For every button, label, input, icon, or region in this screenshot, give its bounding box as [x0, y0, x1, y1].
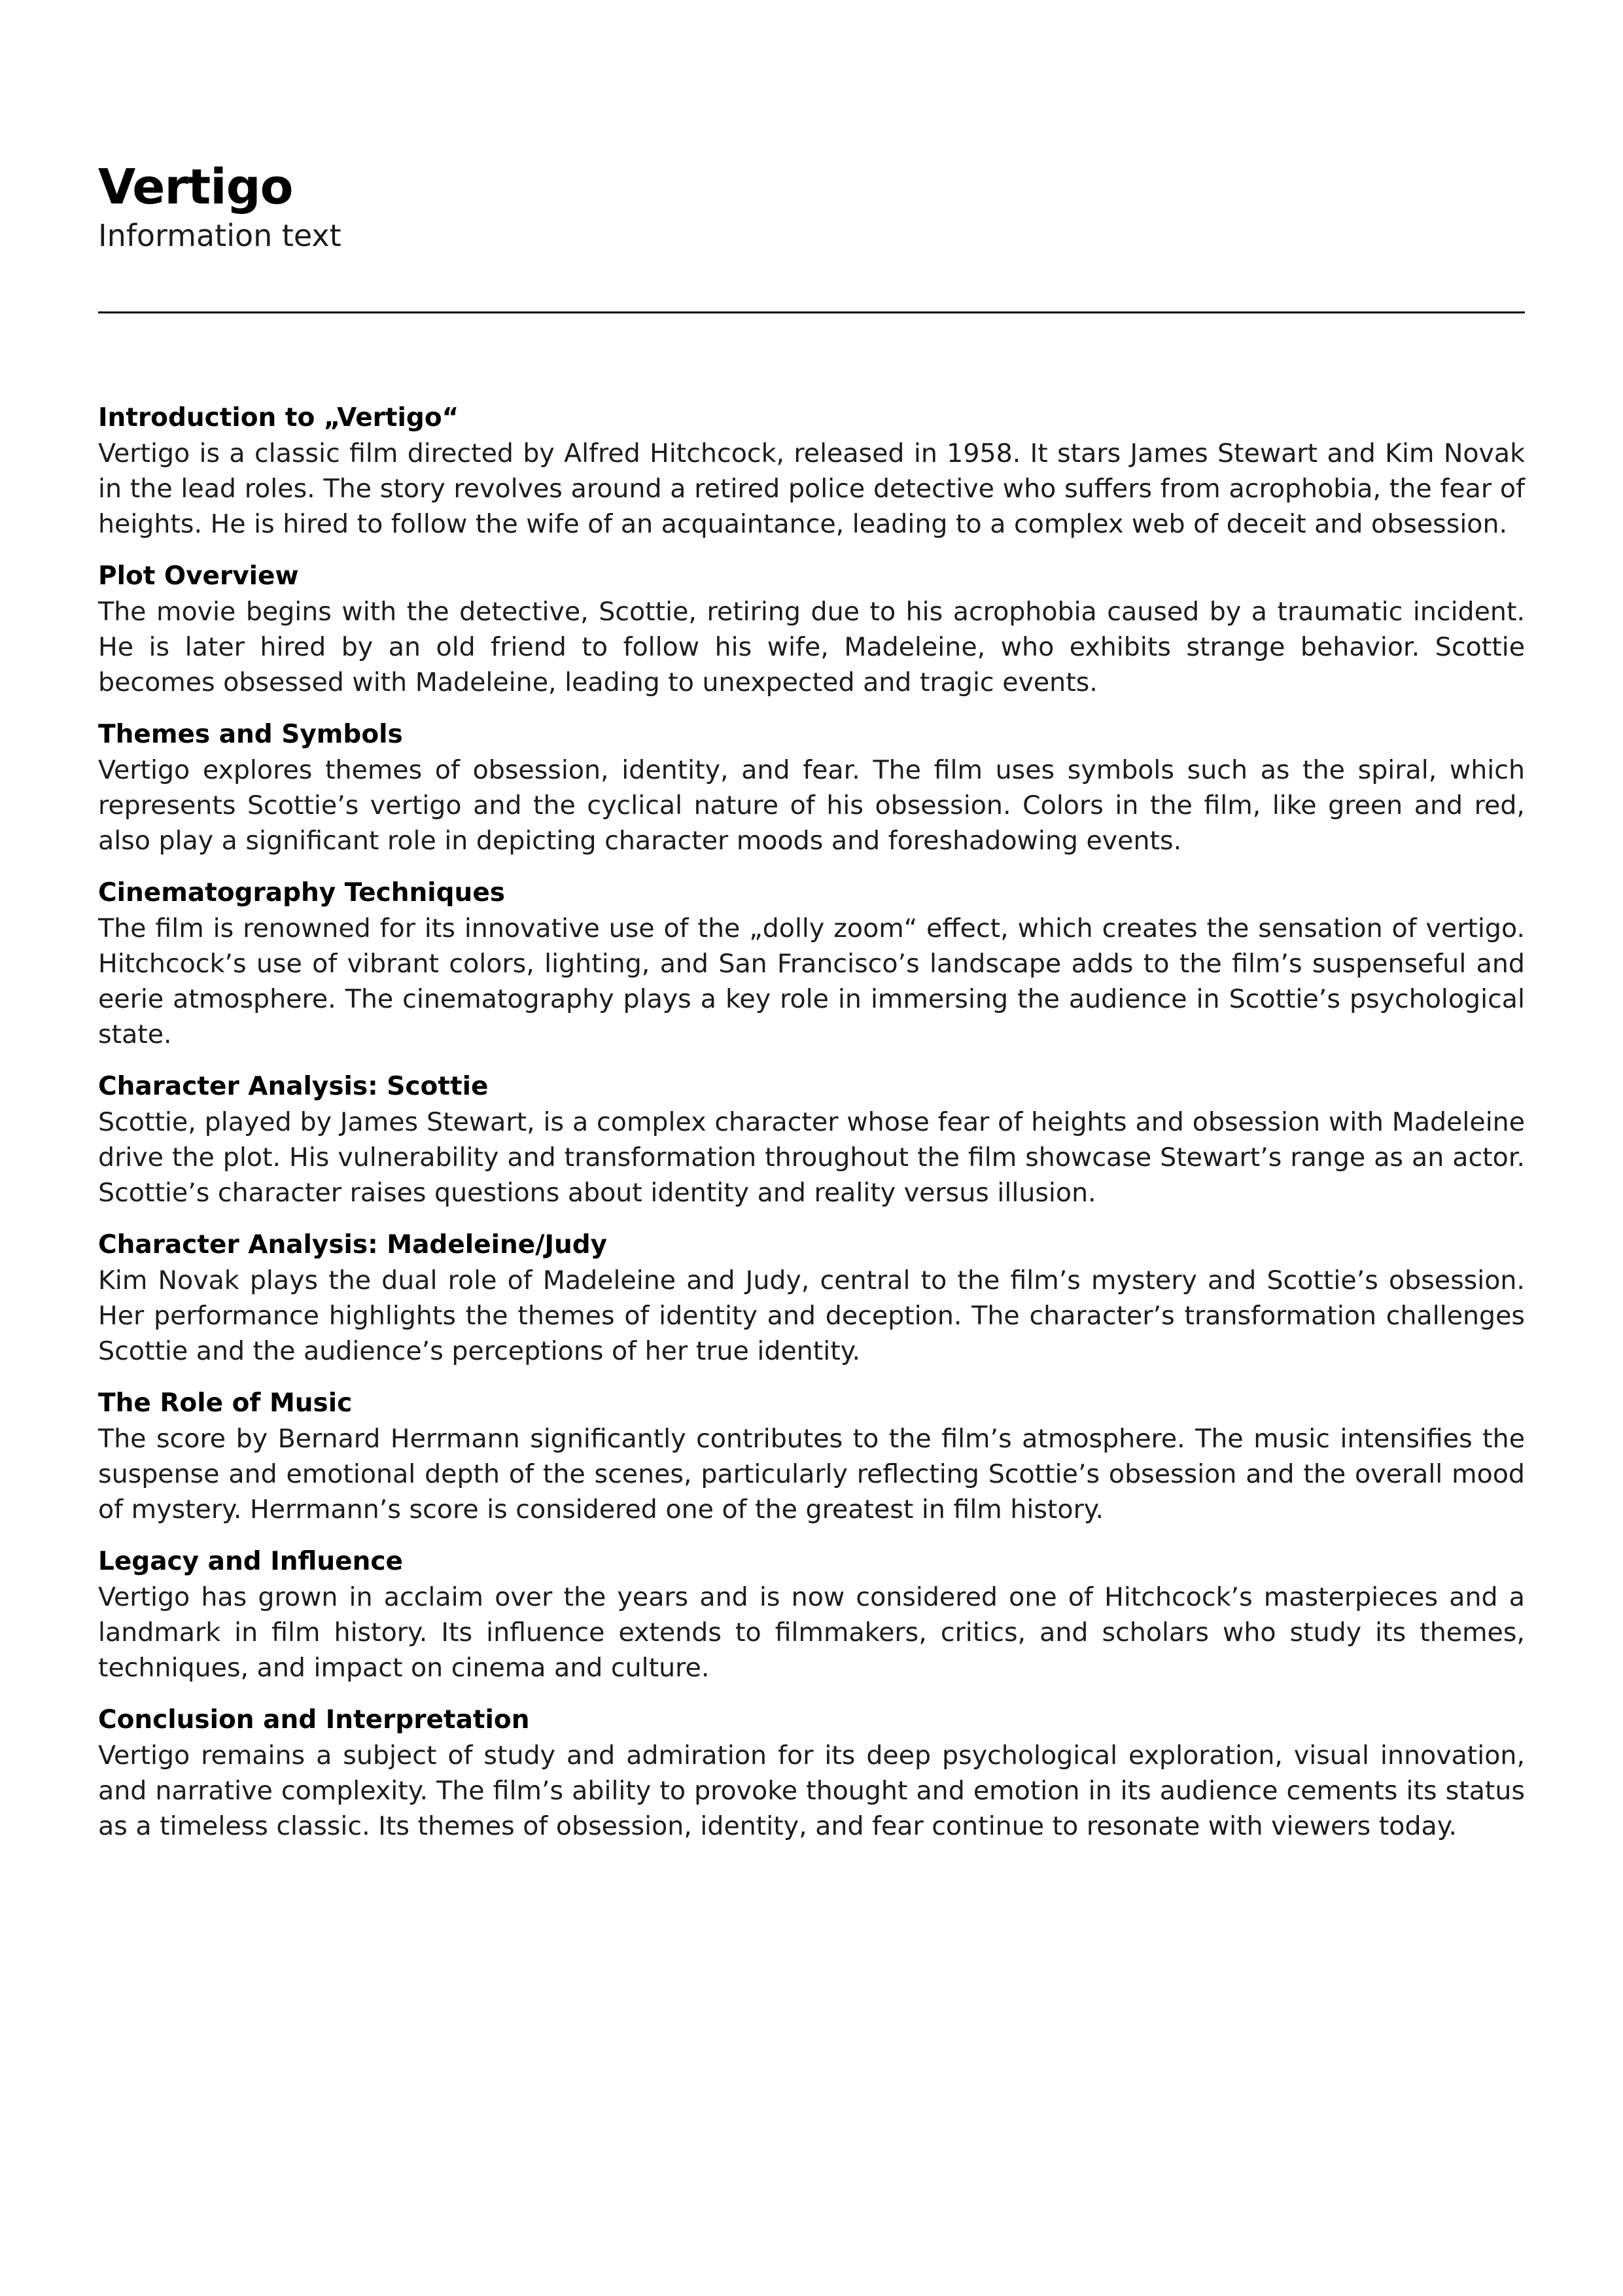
document-subtitle: Information text [98, 218, 341, 253]
section-heading: Character Analysis: Madeleine/Judy [98, 1230, 608, 1260]
section-themes-and-symbols [98, 717, 1525, 858]
section-heading: Character Analysis: Scottie [98, 1072, 489, 1101]
document-content [98, 400, 1525, 1861]
section-body: The score by Bernard Herrmann significantly contributes to the film’s atmosphere. The music intensifies the suspense and emotional depth of the scenes, particularly reflecting Scottie’s obsession and the overall mood of mystery. Herrmann’s score is considered one of the greatest in film history. [98, 1424, 1525, 1525]
section-heading: The Role of Music [98, 1388, 353, 1418]
section-heading: Conclusion and Interpretation [98, 1705, 530, 1735]
section-body: The film is renowned for its innovative use of the „dolly zoom“ effect, which creates the sensation of vertigo. Hitchcock’s use of vibrant colors, lighting, and San Francisco’s landscape adds to the film’s suspenseful and eerie atmosphere. The cinematography plays a key role in immersing the audience in Scottie’s psychological state. [98, 913, 1525, 1050]
section-legacy-and-influence [98, 1544, 1525, 1686]
section-character-madeleine-judy [98, 1227, 1525, 1369]
header-divider [98, 311, 1525, 313]
section-cinematography [98, 875, 1525, 1052]
section-heading: Cinematography Techniques [98, 878, 505, 908]
section-character-scottie [98, 1069, 1525, 1210]
section-body: Vertigo has grown in acclaim over the years and is now considered one of Hitchcock’s masterpieces and a landmark in film history. Its influence extends to filmmakers, critics, and scholars who study its themes, techniques, and impact on cinema and culture. [98, 1582, 1525, 1683]
section-body: Kim Novak plays the dual role of Madeleine and Judy, central to the film’s mystery and Scottie’s obsession. Her performance highlights the themes of identity and deception. The character’s transformation challenges Scottie and the audience’s perceptions of her true identity. [98, 1265, 1525, 1366]
section-heading: Plot Overview [98, 561, 299, 591]
section-body: The movie begins with the detective, Scottie, retiring due to his acrophobia caused by a traumatic incident. He is later hired by an old friend to follow his wife, Madeleine, who exhibits strange behavior. Scottie becomes obsessed with Madeleine, leading to unexpected and tragic events. [98, 597, 1525, 698]
section-body: Vertigo remains a subject of study and admiration for its deep psychological exploration, visual innovation, and narrative complexity. The film’s ability to provoke thought and emotion in its audience cements its status as a timeless classic. Its themes of obsession, identity, and fear continue to resonate with viewers today. [98, 1740, 1525, 1841]
document-title: Vertigo [98, 159, 293, 215]
section-heading: Introduction to „Vertigo“ [98, 403, 459, 433]
section-role-of-music [98, 1386, 1525, 1527]
section-plot-overview [98, 559, 1525, 700]
section-heading: Themes and Symbols [98, 720, 403, 749]
section-body: Vertigo explores themes of obsession, identity, and fear. The film uses symbols such as the spiral, which represents Scottie’s vertigo and the cyclical nature of his obsession. Colors in the film, like green and red, also play a significant role in depicting character moods and foreshadowing events. [98, 755, 1525, 856]
section-body: Vertigo is a classic film directed by Alfred Hitchcock, released in 1958. It stars James Stewart and Kim Novak in the lead roles. The story revolves around a retired police detective who suffers from acrophobia, the fear of heights. He is hired to follow the wife of an acquaintance, leading to a complex web of deceit and obsession. [98, 438, 1525, 539]
section-heading: Legacy and Influence [98, 1547, 403, 1576]
section-body: Scottie, played by James Stewart, is a complex character whose fear of heights and obsession with Madeleine drive the plot. His vulnerability and transformation throughout the film showcase Stewart’s range as an actor. Scottie’s character raises questions about identity and reality versus illusion. [98, 1107, 1525, 1208]
section-introduction [98, 400, 1525, 542]
section-conclusion [98, 1703, 1525, 1844]
